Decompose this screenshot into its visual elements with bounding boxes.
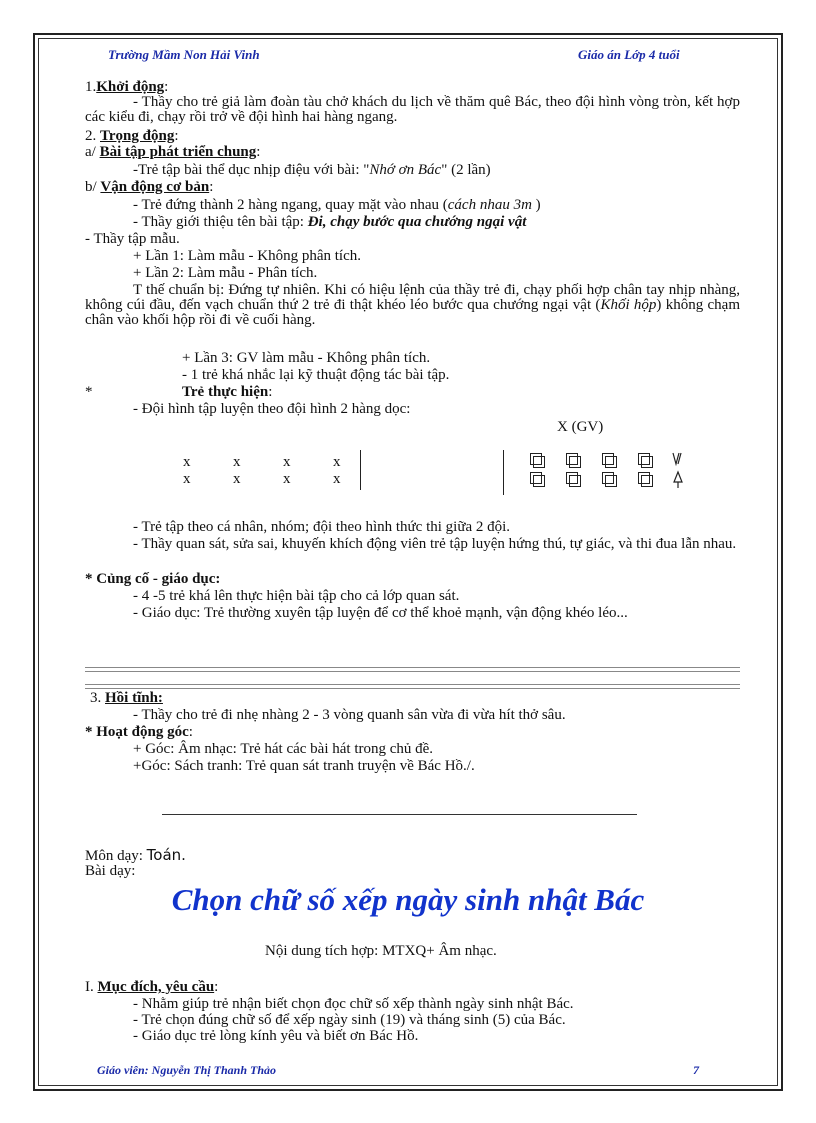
start-line-right: [503, 450, 504, 495]
teacher-position: X (GV): [557, 419, 604, 435]
obstacle-block-icon: [569, 475, 581, 487]
demo-lan-3: + Lần 3: GV làm mẫu - Không phân tích.: [182, 350, 431, 366]
obstacle-block-icon: [605, 475, 617, 487]
child-mark: x: [333, 471, 341, 487]
divider-top: [85, 667, 740, 668]
divider-bottom-2: [85, 688, 740, 689]
part-a-text: -Trẻ tập bài thể dục nhịp điệu với bài: "Nhớ ơn Bác" (2 lần): [133, 162, 491, 178]
section-3-text: - Thầy cho trẻ đi nhẹ nhàng 2 - 3 vòng quanh sân vừa đi vừa hít thở sâu.: [133, 707, 566, 723]
obstacle-block-icon: [569, 456, 581, 468]
goals-heading: I. Mục đích, yêu cầu:: [85, 979, 219, 995]
section-end-line: [162, 814, 637, 815]
part-b-line-2: - Thầy giới thiệu tên bài tập: Đi, chạy bước qua chướng ngại vật: [133, 214, 527, 230]
page-border-inner: [38, 38, 778, 1086]
footer-teacher: Giáo viên: Nguyễn Thị Thanh Thảo: [97, 1063, 277, 1077]
part-b-line-1: - Trẻ đứng thành 2 hàng ngang, quay mặt vào nhau (cách nhau 3m ): [133, 197, 541, 213]
corner-books: +Góc: Sách tranh: Trẻ quan sát tranh truyện về Bác Hồ./.: [133, 758, 475, 774]
corner-heading: * Hoạt động góc:: [85, 724, 193, 740]
goal-3: - Giáo dục trẻ lòng kính yêu và biết ơn Bác Hồ.: [133, 1028, 419, 1044]
lesson-title: Chọn chữ số xếp ngày sinh nhật Bác: [171, 882, 645, 917]
part-a-heading: a/ Bài tập phát triển chung:: [85, 144, 261, 160]
child-mark: x: [233, 471, 241, 487]
consolidation-text-1: - 4 -5 trẻ khá lên thực hiện bài tập cho cả lớp quan sát.: [133, 588, 460, 604]
demo-description: T thế chuẩn bị: Đứng tự nhiên. Khi có hiệu lệnh của thầy trẻ đi, chạy phối hợp chân tay nhịp nhàng, không cúi đầu, đến vạch chuẩn thứ 2 trẻ đi thật khéo léo bước qua chướng ngại vật (Khối hộp) không chạm chân vào khối hộp rồi đi về cuối hàng.: [85, 282, 740, 328]
child-mark: x: [183, 454, 191, 470]
section-1-title: Khởi động: [96, 79, 165, 95]
flag-icon: [670, 450, 686, 490]
goal-2: - Trẻ chọn đúng chữ số để xếp ngày sinh (19) và tháng sinh (5) của Bác.: [133, 1012, 566, 1028]
start-line-left: [360, 450, 361, 490]
demo-lan-1: + Lần 1: Làm mẫu - Không phân tích.: [133, 248, 361, 264]
divider-bottom: [85, 684, 740, 685]
practice-formation: - Đội hình tập luyện theo đội hình 2 hàng dọc:: [133, 401, 411, 417]
demo-intro: - Thầy tập mẫu.: [85, 231, 180, 247]
section-3-heading: 3. Hồi tĩnh:: [90, 690, 163, 706]
section-1-text: - Thầy cho trẻ giả làm đoàn tàu chở khách du lịch về thăm quê Bác, theo đội hình vòng tròn, kết hợp các kiểu đi, chạy rồi trở về đội hình hai hàng ngang.: [85, 94, 740, 125]
consolidation-title: * Củng cố - giáo dục:: [85, 571, 221, 587]
section-2-heading: 2. Trọng động:: [85, 128, 179, 144]
integrated-content: Nội dung tích hợp: MTXQ+ Âm nhạc.: [265, 943, 497, 959]
demo-lan-2: + Lần 2: Làm mẫu - Phân tích.: [133, 265, 318, 281]
header-class: Giáo án Lớp 4 tuổi: [578, 47, 680, 62]
subject-line: Môn dạy: Toán.: [85, 846, 186, 864]
child-mark: x: [183, 471, 191, 487]
subject-value: Toán.: [146, 846, 186, 864]
after-text-2: - Thầy quan sát, sửa sai, khuyến khích động viên trẻ tập luyện hứng thú, tự giác, và thi đua lẫn nhau.: [133, 536, 737, 552]
obstacle-block-icon: [533, 475, 545, 487]
exercise-name: Đi, chạy bước qua chướng ngại vật: [307, 214, 527, 230]
page-number: 7: [693, 1063, 699, 1077]
child-mark: x: [233, 454, 241, 470]
child-mark: x: [283, 454, 291, 470]
header-school: Trường Mầm Non Hải Vinh: [108, 47, 260, 62]
goal-1: - Nhằm giúp trẻ nhận biết chọn đọc chữ số xếp thành ngày sinh nhật Bác.: [133, 996, 574, 1012]
obstacle-block-icon: [641, 475, 653, 487]
consolidation-text-2: - Giáo dục: Trẻ thường xuyên tập luyện để cơ thể khoẻ mạnh, vận động khéo léo...: [133, 605, 628, 621]
child-mark: x: [333, 454, 341, 470]
obstacle-block-icon: [533, 456, 545, 468]
practice-heading: Trẻ thực hiện:: [182, 384, 273, 400]
practice-star: *: [85, 384, 93, 400]
demo-student: - 1 trẻ khá nhắc lại kỹ thuật động tác bài tập.: [182, 367, 450, 383]
part-b-heading: b/ Vận động cơ bản:: [85, 179, 214, 195]
obstacle-block-icon: [641, 456, 653, 468]
section-1-heading: 1.Khởi động:: [85, 79, 169, 95]
section-2-title: Trọng động: [100, 128, 175, 144]
after-text-1: - Trẻ tập theo cá nhân, nhóm; đội theo hình thức thi giữa 2 đội.: [133, 519, 511, 535]
lesson-label: Bài dạy:: [85, 863, 136, 879]
obstacle-block-icon: [605, 456, 617, 468]
corner-music: + Góc: Âm nhạc: Trẻ hát các bài hát trong chủ đề.: [133, 741, 434, 757]
child-mark: x: [283, 471, 291, 487]
divider-top-2: [85, 671, 740, 672]
